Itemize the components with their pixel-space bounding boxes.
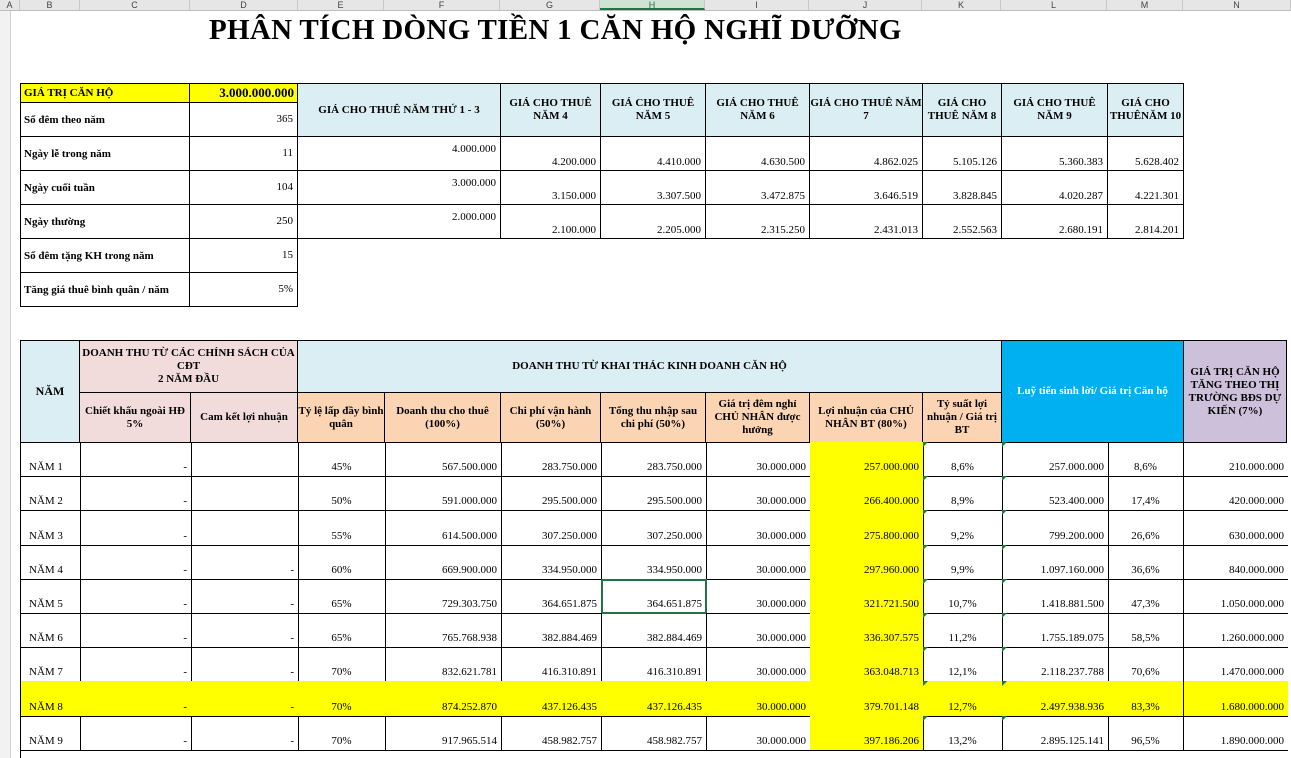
cell-owner-profit[interactable]: 363.048.713 [810, 647, 924, 682]
cell-cumulative-profit[interactable]: 257.000.000 [1002, 442, 1109, 477]
cell-yield[interactable]: 12,1% [923, 647, 1003, 682]
column-header-f[interactable]: F [384, 0, 500, 10]
cell-occupancy[interactable]: 60% [298, 545, 386, 580]
cell-year[interactable]: NĂM 8 [21, 681, 81, 716]
price-header-y6[interactable]: GIÁ CHO THUÊ NĂM 6 [705, 83, 810, 137]
cell-owner-nights[interactable]: 30.000.000 [706, 716, 811, 751]
price-cell[interactable]: 2.000.000 [297, 204, 501, 239]
column-header-k[interactable]: K [922, 0, 1001, 10]
cell-discount[interactable]: - [80, 545, 192, 580]
cell-commitment[interactable] [191, 442, 299, 477]
cell-owner-nights[interactable]: 30.000.000 [706, 681, 811, 716]
price-cell[interactable]: 4.020.287 [1001, 170, 1108, 205]
cell-owner-nights[interactable]: 30.000.000 [706, 613, 811, 648]
cell-discount[interactable]: - [80, 613, 192, 648]
info-value-nights[interactable]: 365 [189, 102, 298, 137]
cell-owner-profit[interactable]: 275.800.000 [810, 510, 924, 545]
info-value-price-growth[interactable]: 5% [189, 272, 298, 307]
apt-value-label[interactable]: GIÁ TRỊ CĂN HỘ [20, 83, 190, 103]
price-cell[interactable]: 4.000.000 [297, 136, 501, 171]
subheader-rental-revenue[interactable]: Doanh thu cho thuê (100%) [384, 392, 501, 443]
subheader-profit-commitment[interactable]: Cam kết lợi nhuận [190, 392, 298, 443]
info-label-price-growth[interactable]: Tăng giá thuê bình quân / năm [20, 272, 190, 307]
cell-year[interactable]: NĂM 5 [21, 579, 81, 614]
cell-cumulative-ratio[interactable]: 36,6% [1108, 545, 1184, 580]
cell-commitment[interactable]: - [191, 681, 299, 716]
cell-owner-nights[interactable]: 30.000.000 [706, 545, 811, 580]
cell-yield[interactable]: 9,2% [923, 510, 1003, 545]
price-header-y9[interactable]: GIÁ CHO THUÊ NĂM 9 [1001, 83, 1108, 137]
price-cell[interactable]: 2.100.000 [500, 204, 601, 239]
column-header-i[interactable]: I [705, 0, 809, 10]
cell-net-income[interactable]: 437.126.435 [601, 681, 707, 716]
cell-yield[interactable]: 8,9% [923, 476, 1003, 511]
cell-appreciation[interactable]: 420.000.000 [1184, 476, 1288, 511]
column-header-d[interactable]: D [190, 0, 298, 10]
header-market-appreciation[interactable]: GIÁ TRỊ CĂN HỘ TĂNG THEO THỊ TRƯỜNG BĐS DỰ KIẾN (7%) [1183, 340, 1287, 443]
subheader-yield[interactable]: Tỷ suất lợi nhuận / Giá trị BT [922, 392, 1002, 443]
cell-owner-profit[interactable]: 321.721.500 [810, 579, 924, 614]
cell-net-income[interactable]: 416.310.891 [601, 647, 707, 682]
cell-owner-profit[interactable]: 379.701.148 [810, 681, 924, 716]
cell-year[interactable]: NĂM 4 [21, 545, 81, 580]
cell-commitment[interactable]: - [191, 579, 299, 614]
cell-cumulative-ratio[interactable]: 96,5% [1108, 716, 1184, 751]
price-cell[interactable]: 3.828.845 [922, 170, 1002, 205]
cell-occupancy[interactable]: 55% [298, 510, 386, 545]
cell-commitment[interactable] [191, 476, 299, 511]
cell-owner-profit[interactable]: 266.400.000 [810, 476, 924, 511]
cell-appreciation[interactable]: 210.000.000 [1184, 442, 1288, 477]
info-label-gift-nights[interactable]: Số đêm tặng KH trong năm [20, 238, 190, 273]
cell-occupancy[interactable]: 70% [298, 681, 386, 716]
cell-rental-revenue[interactable]: 614.500.000 [385, 510, 502, 545]
cell-discount[interactable]: - [80, 510, 192, 545]
cashflow-rows [20, 442, 1288, 758]
cell-owner-nights[interactable]: 30.000.000 [706, 647, 811, 682]
cell-year[interactable]: NĂM 7 [21, 647, 81, 682]
cell-cumulative-ratio[interactable]: 8,6% [1108, 442, 1184, 477]
cell-cumulative-ratio[interactable]: 58,5% [1108, 613, 1184, 648]
price-cell[interactable]: 4.200.000 [500, 136, 601, 171]
cell-operating-cost[interactable]: 416.310.891 [501, 647, 602, 682]
price-cell[interactable]: 3.150.000 [500, 170, 601, 205]
cell-occupancy[interactable]: 70% [298, 647, 386, 682]
cell-occupancy[interactable]: 70% [298, 716, 386, 751]
price-header-y7[interactable]: GIÁ CHO THUÊ NĂM 7 [809, 83, 923, 137]
cell-appreciation[interactable]: 1.470.000.000 [1184, 647, 1288, 682]
row-header-strip[interactable] [0, 11, 11, 758]
cell-owner-profit[interactable]: 297.960.000 [810, 545, 924, 580]
price-cell[interactable]: 3.646.519 [809, 170, 923, 205]
subheader-owner-nights[interactable]: Giá trị đêm nghỉ CHỦ NHÂN được hưởng [705, 392, 810, 443]
cell-rental-revenue[interactable]: 917.965.514 [385, 716, 502, 751]
cell-operating-cost[interactable]: 458.982.757 [501, 716, 602, 751]
cell-owner-nights[interactable]: 30.000.000 [706, 510, 811, 545]
cell-net-income[interactable]: 382.884.469 [601, 613, 707, 648]
price-header-y4[interactable]: GIÁ CHO THUÊ NĂM 4 [500, 83, 601, 137]
cell-rental-revenue[interactable]: 874.252.870 [385, 681, 502, 716]
cell-year[interactable]: NĂM 9 [21, 716, 81, 751]
cell-operating-cost[interactable]: 334.950.000 [501, 545, 602, 580]
info-value-weekends[interactable]: 104 [189, 170, 298, 205]
cell-commitment[interactable]: - [191, 545, 299, 580]
price-cell[interactable]: 2.552.563 [922, 204, 1002, 239]
cell-yield[interactable]: 13,2% [923, 716, 1003, 751]
cell-commitment[interactable] [191, 510, 299, 545]
column-header-c[interactable]: C [80, 0, 190, 10]
cell-net-income[interactable]: 283.750.000 [601, 442, 707, 477]
cell-owner-profit[interactable]: 336.307.575 [810, 613, 924, 648]
cell-occupancy[interactable]: 50% [298, 476, 386, 511]
price-cell[interactable]: 3.000.000 [297, 170, 501, 205]
info-label-weekends[interactable]: Ngày cuối tuần [20, 170, 190, 205]
column-header-a[interactable]: A [0, 0, 20, 10]
price-cell[interactable]: 4.221.301 [1107, 170, 1184, 205]
cell-rental-revenue[interactable]: 567.500.000 [385, 442, 502, 477]
cell-rental-revenue[interactable]: 729.303.750 [385, 579, 502, 614]
cell-cumulative-profit[interactable]: 2.118.237.788 [1002, 647, 1109, 682]
info-value-holidays[interactable]: 11 [189, 136, 298, 171]
price-cell[interactable]: 2.431.013 [809, 204, 923, 239]
cell-owner-nights[interactable]: 30.000.000 [706, 579, 811, 614]
cell-rental-revenue[interactable]: 765.768.938 [385, 613, 502, 648]
cell-operating-cost[interactable]: 295.500.000 [501, 476, 602, 511]
cell-commitment[interactable]: - [191, 647, 299, 682]
cell-discount[interactable]: - [80, 647, 192, 682]
info-label-nights[interactable]: Số đêm theo năm [20, 102, 190, 137]
cell-rental-revenue[interactable]: 591.000.000 [385, 476, 502, 511]
cell-occupancy[interactable]: 65% [298, 579, 386, 614]
subheader-discount[interactable]: Chiết khấu ngoài HĐ 5% [79, 392, 191, 443]
page-title: PHÂN TÍCH DÒNG TIỀN 1 CĂN HỘ NGHĨ DƯỠNG [209, 14, 902, 46]
cell-commitment[interactable]: - [191, 716, 299, 751]
cell-operating-cost[interactable]: 382.884.469 [501, 613, 602, 648]
cell-cumulative-profit[interactable]: 2.497.938.936 [1002, 681, 1109, 716]
column-header-l[interactable]: L [1001, 0, 1107, 10]
cell-cumulative-ratio[interactable]: 70,6% [1108, 647, 1184, 682]
cell-net-income[interactable]: 458.982.757 [601, 716, 707, 751]
cell-cumulative-ratio[interactable]: 26,6% [1108, 510, 1184, 545]
price-cell[interactable]: 5.360.383 [1001, 136, 1108, 171]
column-header-h[interactable]: H [600, 0, 705, 10]
cell-discount[interactable]: - [80, 476, 192, 511]
cell-yield[interactable]: 9,9% [923, 545, 1003, 580]
price-cell[interactable]: 4.630.500 [705, 136, 810, 171]
cell-owner-nights[interactable]: 30.000.000 [706, 476, 811, 511]
cell-owner-nights[interactable]: 30.000.000 [706, 442, 811, 477]
cell-appreciation[interactable]: 1.890.000.000 [1184, 716, 1288, 751]
subheader-occupancy[interactable]: Tỷ lệ lấp đầy bình quân [297, 392, 385, 443]
price-cell[interactable]: 5.105.126 [922, 136, 1002, 171]
cell-year[interactable]: NĂM 2 [21, 476, 81, 511]
cell-discount[interactable]: - [80, 716, 192, 751]
cell-net-income[interactable]: 334.950.000 [601, 545, 707, 580]
cell-appreciation[interactable]: 1.680.000.000 [1184, 681, 1288, 716]
cell-cumulative-ratio[interactable]: 47,3% [1108, 579, 1184, 614]
price-cell[interactable]: 2.680.191 [1001, 204, 1108, 239]
price-cell[interactable]: 3.472.875 [705, 170, 810, 205]
price-cell[interactable]: 2.315.250 [705, 204, 810, 239]
cell-yield[interactable]: 8,6% [923, 442, 1003, 477]
price-header-y5[interactable]: GIÁ CHO THUÊ NĂM 5 [600, 83, 706, 137]
info-value-gift-nights[interactable]: 15 [189, 238, 298, 273]
column-header-b[interactable]: B [20, 0, 80, 10]
cell-cumulative-profit[interactable]: 1.097.160.000 [1002, 545, 1109, 580]
price-header-y10[interactable]: GIÁ CHO THUÊNĂM 10 [1107, 83, 1184, 137]
price-cell[interactable]: 4.410.000 [600, 136, 706, 171]
price-header-y8[interactable]: GIÁ CHO THUÊ NĂM 8 [922, 83, 1002, 137]
price-cell[interactable]: 2.814.201 [1107, 204, 1184, 239]
cell-cumulative-profit[interactable]: 799.200.000 [1002, 510, 1109, 545]
cell-cumulative-profit[interactable]: 523.400.000 [1002, 476, 1109, 511]
cell-appreciation[interactable]: 1.260.000.000 [1184, 613, 1288, 648]
subheader-operating-cost[interactable]: Chi phí vận hành (50%) [500, 392, 601, 443]
cell-discount[interactable]: - [80, 442, 192, 477]
cell-appreciation[interactable]: 1.050.000.000 [1184, 579, 1288, 614]
column-header-bar [0, 0, 1291, 11]
cell-cumulative-profit[interactable]: 1.755.189.075 [1002, 613, 1109, 648]
header-year[interactable]: NĂM [20, 340, 80, 443]
cell-yield[interactable]: 11,2% [923, 613, 1003, 648]
price-cell[interactable]: 2.205.000 [600, 204, 706, 239]
cell-yield[interactable]: 10,7% [923, 579, 1003, 614]
price-header-y1-3[interactable]: GIÁ CHO THUÊ NĂM THỨ 1 - 3 [297, 83, 501, 137]
cell-year[interactable]: NĂM 1 [21, 442, 81, 477]
cell-owner-profit[interactable]: 397.186.206 [810, 716, 924, 751]
cell-appreciation[interactable]: 840.000.000 [1184, 545, 1288, 580]
info-label-weekdays[interactable]: Ngày thường [20, 204, 190, 239]
cell-cumulative-ratio[interactable]: 17,4% [1108, 476, 1184, 511]
cell-operating-cost[interactable]: 307.250.000 [501, 510, 602, 545]
header-cumulative-yield[interactable]: Luỹ tiến sinh lời/ Giá trị Căn hộ [1001, 340, 1184, 443]
cell-year[interactable]: NĂM 3 [21, 510, 81, 545]
cell-discount[interactable]: - [80, 681, 192, 716]
cell-operating-cost[interactable]: 437.126.435 [501, 681, 602, 716]
price-cell[interactable]: 4.862.025 [809, 136, 923, 171]
header-developer-policy[interactable]: DOANH THU TỪ CÁC CHÍNH SÁCH CỦA CĐT 2 NĂM ĐẦU [79, 340, 298, 393]
column-header-g[interactable]: G [500, 0, 600, 10]
column-header-e[interactable]: E [298, 0, 384, 10]
cell-cumulative-profit[interactable]: 2.895.125.141 [1002, 716, 1109, 751]
cell-net-income[interactable]: 364.651.875 [601, 579, 707, 614]
info-label-holidays[interactable]: Ngày lễ trong năm [20, 136, 190, 171]
subheader-owner-profit[interactable]: Lợi nhuận của CHỦ NHÂN BT (80%) [809, 392, 923, 443]
subheader-net-income[interactable]: Tổng thu nhập sau chi phí (50%) [600, 392, 706, 443]
cell-yield[interactable]: 12,7% [923, 681, 1003, 716]
cell-appreciation[interactable]: 630.000.000 [1184, 510, 1288, 545]
cell-operating-cost[interactable]: 364.651.875 [501, 579, 602, 614]
cell-net-income[interactable]: 307.250.000 [601, 510, 707, 545]
column-header-j[interactable]: J [809, 0, 922, 10]
cell-discount[interactable]: - [80, 579, 192, 614]
cell-net-income[interactable]: 295.500.000 [601, 476, 707, 511]
cell-cumulative-ratio[interactable]: 83,3% [1108, 681, 1184, 716]
price-cell[interactable]: 5.628.402 [1107, 136, 1184, 171]
apt-value[interactable]: 3.000.000.000 [189, 83, 298, 103]
header-business-revenue[interactable]: DOANH THU TỪ KHAI THÁC KINH DOANH CĂN HỘ [297, 340, 1002, 393]
cell-rental-revenue[interactable]: 832.621.781 [385, 647, 502, 682]
info-value-weekdays[interactable]: 250 [189, 204, 298, 239]
cell-commitment[interactable]: - [191, 613, 299, 648]
price-cell[interactable]: 3.307.500 [600, 170, 706, 205]
cell-operating-cost[interactable]: 283.750.000 [501, 442, 602, 477]
cell-cumulative-profit[interactable]: 1.418.881.500 [1002, 579, 1109, 614]
cell-occupancy[interactable]: 45% [298, 442, 386, 477]
cell-occupancy[interactable]: 65% [298, 613, 386, 648]
column-header-m[interactable]: M [1107, 0, 1183, 10]
cell-owner-profit[interactable]: 257.000.000 [810, 442, 924, 477]
column-header-n[interactable]: N [1183, 0, 1291, 10]
cell-year[interactable]: NĂM 6 [21, 613, 81, 648]
cell-rental-revenue[interactable]: 669.900.000 [385, 545, 502, 580]
